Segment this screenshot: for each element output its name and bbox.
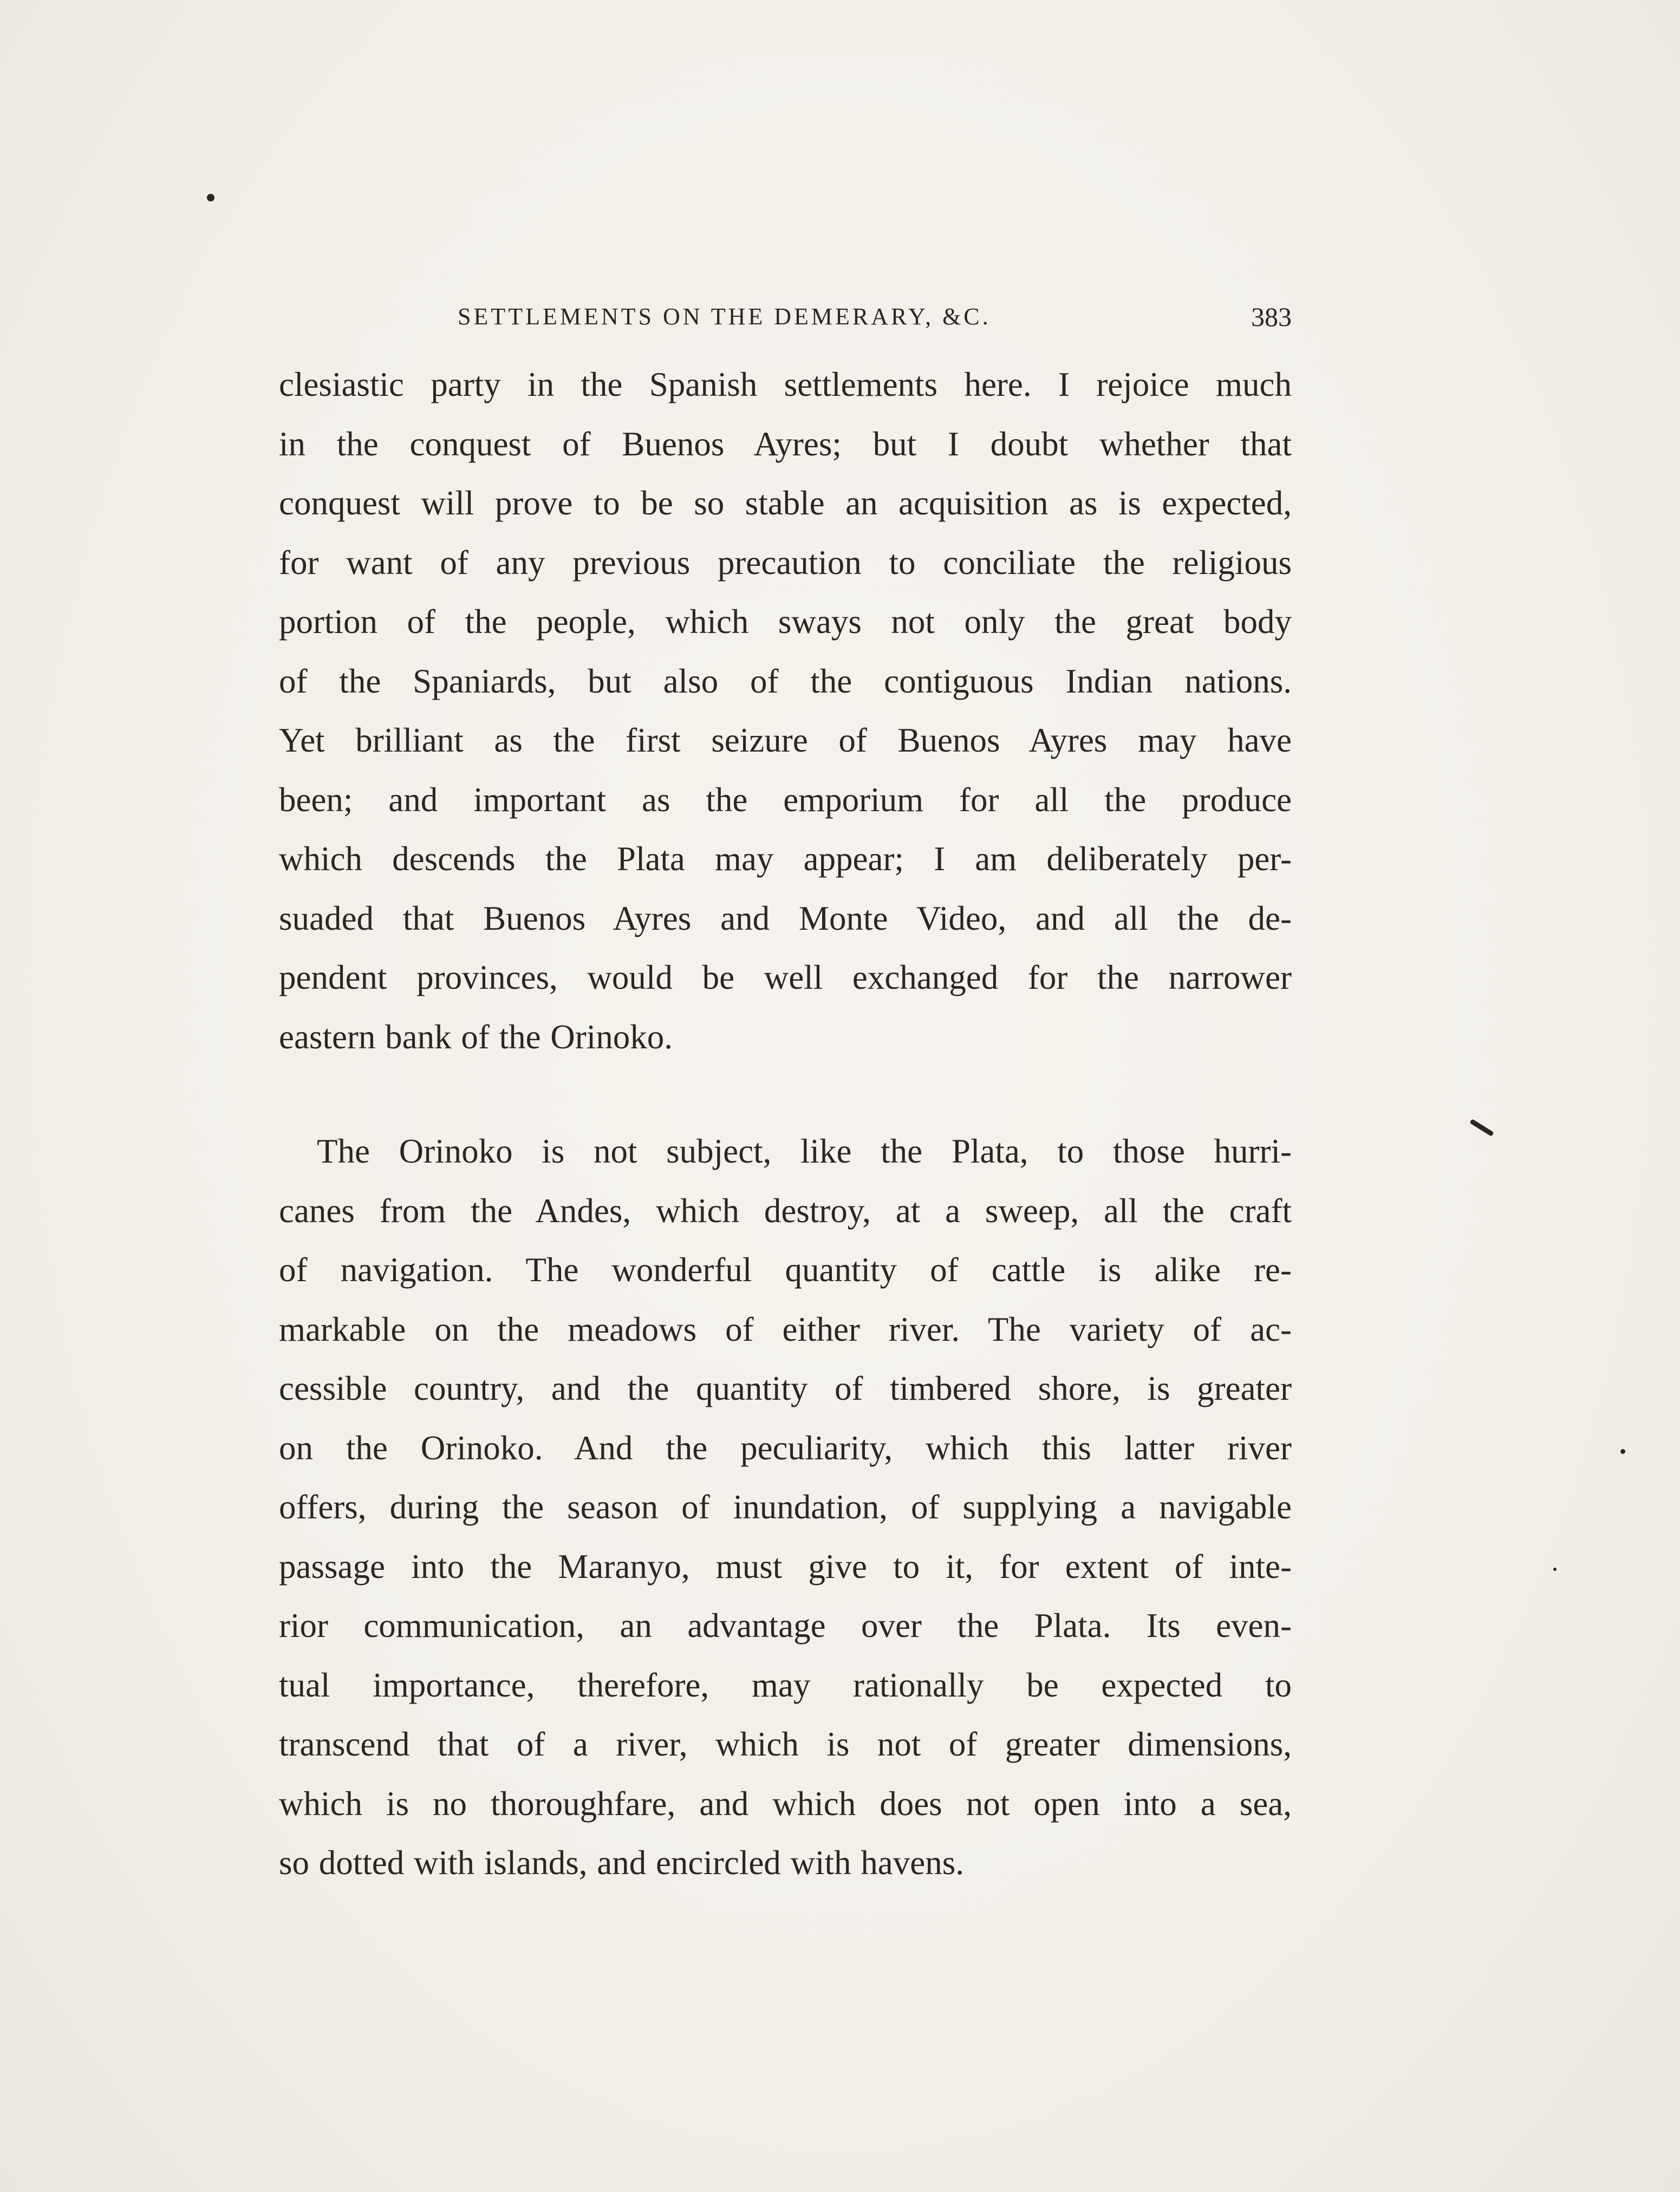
text-line: which descends the Plata may appear; I am deliberately per-	[279, 840, 1292, 878]
text-line: portion of the people, which sways not only the great body	[279, 603, 1292, 641]
text-line: on the Orinoko. And the peculiarity, which this latter river	[279, 1428, 1292, 1467]
text-line: of navigation. The wonderful quantity of cattle is alike re-	[279, 1251, 1292, 1289]
text-line: been; and important as the emporium for all the produce	[279, 780, 1292, 819]
text-line: pendent provinces, would be well exchanged for the narrower	[279, 958, 1292, 996]
text-line: transcend that of a river, which is not of greater dimensions,	[279, 1725, 1292, 1763]
text-line: suaded that Buenos Ayres and Monte Video, and all the de-	[279, 899, 1292, 937]
running-title: SETTLEMENTS ON THE DEMERARY, &C.	[458, 303, 991, 330]
text-line: cessible country, and the quantity of timbered shore, is greater	[279, 1369, 1292, 1407]
text-line: canes from the Andes, which destroy, at a sweep, all the craft	[279, 1191, 1292, 1230]
text-line: of the Spaniards, but also of the contiguous Indian nations.	[279, 662, 1292, 700]
ink-speck	[1469, 1119, 1494, 1137]
text-line: passage into the Maranyo, must give to it, for extent of inte-	[279, 1547, 1292, 1586]
text-line: for want of any previous precaution to conciliate the religious	[279, 543, 1292, 582]
text-line: rior communication, an advantage over the Plata. Its even-	[279, 1607, 1292, 1645]
text-line: tual importance, therefore, may rationally be expected to	[279, 1666, 1292, 1704]
text-line: so dotted with islands, and encircled with havens.	[279, 1844, 964, 1882]
text-line: clesiastic party in the Spanish settlements here. I rejoice much	[279, 366, 1292, 403]
text-line: markable on the meadows of either river. The variety of ac-	[279, 1310, 1292, 1348]
ink-speck	[1620, 1449, 1625, 1454]
text-line: which is no thoroughfare, and which does not open into a sea,	[279, 1784, 1292, 1823]
text-line: The Orinoko is not subject, like the Plata, to those hurri-	[317, 1132, 1292, 1170]
text-line: eastern bank of the Orinoko.	[279, 1017, 673, 1056]
ink-speck	[1553, 1568, 1557, 1571]
text-line: offers, during the season of inundation, of supplying a navigable	[279, 1488, 1292, 1526]
text-line: in the conquest of Buenos Ayres; but I doubt whether that	[279, 425, 1292, 463]
ink-speck	[207, 194, 214, 201]
text-line: conquest will prove to be so stable an acquisition as is expected,	[279, 484, 1292, 522]
text-line: Yet brilliant as the first seizure of Buenos Ayres may have	[279, 721, 1292, 759]
page-number: 383	[1251, 302, 1292, 332]
paragraph-1	[279, 355, 1292, 1067]
paragraph-2	[279, 1122, 1292, 1893]
running-head	[279, 298, 1292, 336]
